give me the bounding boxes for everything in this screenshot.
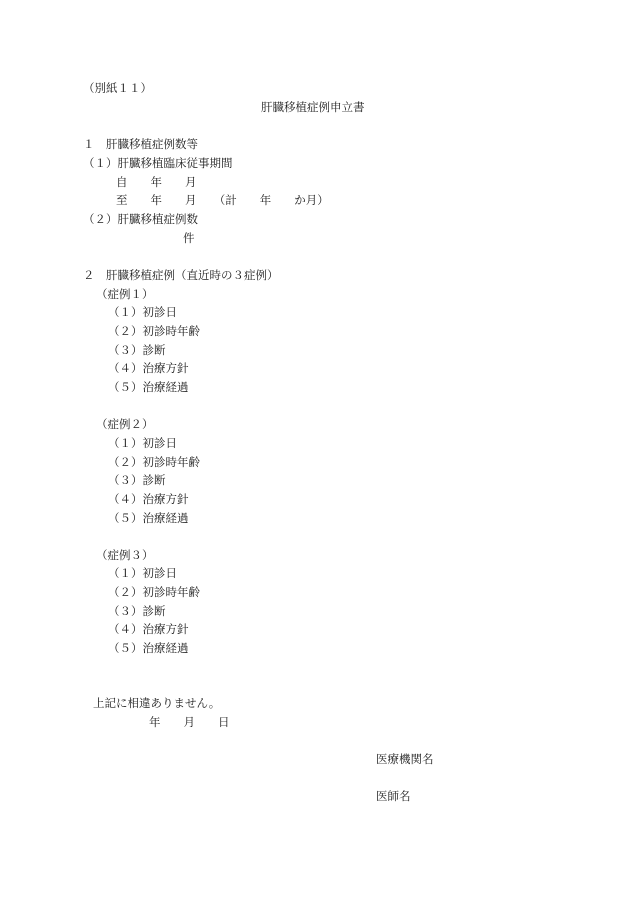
case-item: （１）初診日 (108, 566, 177, 580)
case-item: （５）治療経過 (108, 380, 189, 394)
case-label: （症例３） (96, 548, 154, 562)
case-count-label: （２）肝臓移植症例数 (83, 212, 198, 226)
practice-period-label: （１）肝臓移植臨床従事期間 (83, 156, 233, 170)
case-item: （２）初診時年齢 (108, 585, 200, 599)
attachment-label: （別紙１１） (83, 81, 152, 95)
section1-heading: １ 肝臓移植症例数等 (83, 137, 198, 151)
case-item: （３）診断 (108, 343, 166, 357)
case-item: （４）治療方針 (108, 622, 189, 636)
case-count-unit: 件 (183, 231, 195, 245)
period-from-line: 自 年 月 (116, 175, 197, 189)
case-item: （１）初診日 (108, 305, 177, 319)
period-to-line: 至 年 月 （計 年 か月） (116, 193, 329, 207)
case-label: （症例２） (96, 417, 154, 431)
case-item: （５）治療経過 (108, 511, 189, 525)
case-item: （２）初診時年齢 (108, 324, 200, 338)
institution-name-label: 医療機関名 (376, 752, 434, 766)
section2-heading: ２ 肝臓移植症例（直近時の３症例） (83, 268, 279, 282)
declaration-text: 上記に相違ありません。 (93, 696, 221, 710)
case-label: （症例１） (96, 287, 154, 301)
case-item: （４）治療方針 (108, 492, 189, 506)
declaration-date: 年 月 日 (149, 715, 230, 729)
case-item: （１）初診日 (108, 436, 177, 450)
case-item: （２）初診時年齢 (108, 455, 200, 469)
case-item: （４）治療方針 (108, 361, 189, 375)
case-item: （３）診断 (108, 473, 166, 487)
case-item: （５）治療経過 (108, 641, 189, 655)
case-item: （３）診断 (108, 604, 166, 618)
document-title: 肝臓移植症例申立書 (261, 100, 365, 114)
doctor-name-label: 医師名 (376, 789, 411, 803)
